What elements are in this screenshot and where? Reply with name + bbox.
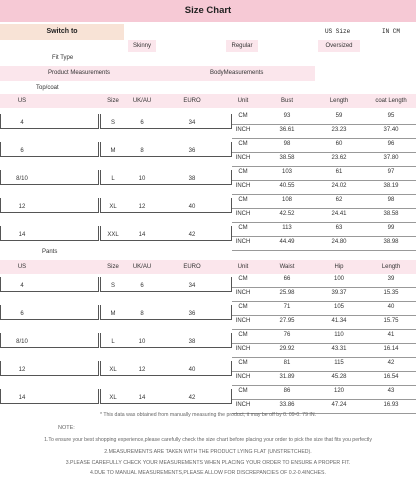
pants-cell-uk: 10 — [138, 339, 146, 345]
pants-cell-us: 6 — [20, 311, 24, 317]
tab-product-measurements[interactable]: Product Measurements — [48, 70, 111, 76]
top-cell-size: L — [111, 176, 115, 182]
pants-cell-cm: 43 — [387, 388, 395, 394]
top-cell-inch: 38.19 — [383, 183, 399, 189]
pants-cell-inch: 41.34 — [331, 318, 347, 324]
top-cell-us: 4 — [20, 120, 24, 126]
top-cell-inch: 38.98 — [383, 239, 399, 245]
top-cell-inch: 37.40 — [383, 127, 399, 133]
pants-cell-cm: 105 — [333, 304, 344, 310]
top-cell-uk: 10 — [138, 176, 146, 182]
top-cell-inch: 24.80 — [331, 239, 347, 245]
top-header-us: US — [17, 98, 27, 104]
top-cell-cm: 97 — [387, 169, 395, 175]
pants-row-divider — [232, 343, 416, 344]
top-cell-euro: 34 — [188, 120, 196, 126]
pants-cell-euro: 42 — [188, 395, 196, 401]
top-cell-cm: 62 — [335, 197, 343, 203]
pants-cell-cm: 115 — [334, 360, 344, 366]
pants-cell-unit-inch: INCH — [235, 346, 251, 352]
top-cell-inch: 24.41 — [331, 211, 347, 217]
pants-cell-inch: 29.92 — [279, 346, 295, 352]
fit-option-regular[interactable]: Regular — [226, 40, 258, 52]
pants-cell-size: L — [111, 339, 115, 345]
top-cell-unit-inch: INCH — [235, 183, 251, 189]
top-header-unit: Unit — [237, 98, 249, 104]
top-cell-cm: 61 — [335, 169, 343, 175]
top-cell-size: M — [110, 148, 116, 154]
pants-cell-inch: 16.54 — [383, 374, 399, 380]
top-cell-us: 14 — [18, 232, 26, 238]
top-cell-cm: 98 — [283, 141, 291, 147]
pants-cell-size: XL — [109, 395, 117, 401]
fit-option-oversized[interactable]: Oversized — [318, 40, 360, 52]
top-cell-inch: 24.02 — [331, 183, 347, 189]
top-cell-size: XL — [109, 204, 117, 210]
pants-cell-size: S — [110, 283, 115, 289]
pants-header-m3: Length — [381, 264, 401, 270]
note-4: 4.DUE TO MANUAL MEASUREMENTS,PLEASE ALLOW FOR DISCREPANCIES OF 0.2-0.4INCHES. — [90, 470, 326, 476]
pants-cell-uk: 6 — [140, 283, 144, 289]
pants-cell-cm: 81 — [283, 360, 291, 366]
pants-cell-euro: 40 — [188, 367, 196, 373]
top-cell-unit-cm: CM — [238, 169, 248, 175]
top-cell-euro: 40 — [188, 204, 196, 210]
disclaimer-text: * This data was obtained from manually measuring the product, it may be off by 0. 09-0. 79 IN. — [99, 412, 317, 418]
pants-label: Pants — [42, 249, 58, 255]
note-2: 2.MEASUREMENTS ARE TAKEN WITH THE PRODUCT LYING FLAT (UNSTRETCHED). — [104, 449, 312, 455]
note-title: NOTE: — [58, 425, 75, 431]
top-cell-unit-inch: INCH — [235, 127, 251, 133]
note-1: 1.To ensure your best shopping experience,please carefully check the size chart before placing your order to pick the size that fits you perfectly — [44, 437, 372, 443]
top-cell-cm: 60 — [335, 141, 343, 147]
pants-cell-inch: 33.86 — [279, 402, 295, 408]
pants-row-divider — [232, 357, 416, 358]
top-coat-label: Top/coat — [36, 85, 59, 91]
pants-cell-euro: 36 — [188, 311, 196, 317]
pants-cell-cm: 120 — [333, 388, 344, 394]
size-chart-title: Size Chart — [0, 0, 416, 22]
top-row-divider — [232, 250, 416, 251]
pants-cell-uk: 8 — [140, 311, 144, 317]
pants-cell-cm: 40 — [387, 304, 395, 310]
top-cell-uk: 14 — [138, 232, 146, 238]
top-cell-unit-cm: CM — [238, 113, 248, 119]
top-cell-inch: 38.58 — [383, 211, 399, 217]
top-header-uk-au: UK/AU — [132, 98, 152, 104]
pants-cell-us: 8/10 — [16, 339, 28, 345]
pants-cell-cm: 100 — [333, 276, 344, 282]
top-row-divider — [232, 208, 416, 209]
pants-row-divider — [232, 287, 416, 288]
unit-option-in-cm[interactable]: IN CM — [382, 28, 401, 35]
pants-cell-inch: 16.93 — [383, 402, 399, 408]
tab-body-measurements[interactable]: BodyMeasurements — [210, 70, 264, 76]
pants-cell-unit-cm: CM — [238, 332, 248, 338]
pants-cell-unit-cm: CM — [238, 304, 248, 310]
pants-cell-uk: 12 — [138, 367, 146, 373]
top-cell-unit-cm: CM — [238, 141, 248, 147]
top-header-m1: Bust — [280, 98, 293, 104]
top-cell-cm: 113 — [282, 225, 292, 231]
top-row-divider — [232, 124, 416, 125]
top-cell-uk: 6 — [140, 120, 144, 126]
pants-row-divider — [232, 315, 416, 316]
top-cell-uk: 8 — [140, 148, 144, 154]
pants-cell-unit-inch: INCH — [235, 318, 251, 324]
top-cell-cm: 98 — [387, 197, 395, 203]
top-row-divider — [232, 194, 416, 195]
unit-option-us-size[interactable]: US Size — [325, 28, 351, 35]
pants-cell-inch: 27.95 — [279, 318, 295, 324]
pants-cell-inch: 47.24 — [331, 402, 347, 408]
top-cell-cm: 63 — [335, 225, 343, 231]
top-cell-cm: 103 — [281, 169, 292, 175]
pants-cell-euro: 34 — [188, 283, 196, 289]
top-cell-inch: 42.52 — [279, 211, 295, 217]
fit-option-skinny[interactable]: Skinny — [128, 40, 156, 52]
top-cell-inch: 23.62 — [331, 155, 347, 161]
pants-header-uk-au: UK/AU — [132, 264, 152, 270]
pants-row-divider — [232, 329, 416, 330]
pants-cell-inch: 43.31 — [331, 346, 347, 352]
pants-cell-inch: 16.14 — [383, 346, 399, 352]
pants-cell-us: 4 — [20, 283, 24, 289]
pants-cell-uk: 14 — [138, 395, 146, 401]
top-cell-us: 6 — [20, 148, 24, 154]
pants-cell-unit-cm: CM — [238, 388, 248, 394]
pants-row-divider — [232, 371, 416, 372]
pants-cell-euro: 38 — [188, 339, 196, 345]
pants-header-us: US — [17, 264, 27, 270]
top-cell-euro: 42 — [188, 232, 196, 238]
top-cell-inch: 44.49 — [279, 239, 295, 245]
top-cell-uk: 12 — [138, 204, 146, 210]
top-row-divider — [232, 152, 416, 153]
pants-cell-inch: 31.89 — [279, 374, 295, 380]
pants-cell-size: M — [110, 311, 116, 317]
top-cell-unit-cm: CM — [238, 197, 248, 203]
top-row-divider — [232, 180, 416, 181]
pants-cell-cm: 71 — [283, 304, 291, 310]
pants-cell-inch: 45.28 — [331, 374, 347, 380]
top-cell-size: XXL — [107, 232, 119, 238]
top-cell-inch: 38.58 — [279, 155, 295, 161]
pants-cell-unit-inch: INCH — [235, 290, 251, 296]
pants-cell-inch: 39.37 — [331, 290, 347, 296]
pants-cell-cm: 39 — [387, 276, 395, 282]
top-cell-unit-cm: CM — [238, 225, 248, 231]
top-cell-inch: 23.23 — [331, 127, 347, 133]
pants-cell-unit-cm: CM — [238, 276, 248, 282]
top-cell-euro: 36 — [188, 148, 196, 154]
pants-cell-inch: 15.35 — [383, 290, 399, 296]
pants-header-m2: Hip — [334, 264, 344, 270]
top-cell-inch: 36.61 — [279, 127, 295, 133]
top-cell-cm: 59 — [335, 113, 343, 119]
top-row-divider — [232, 222, 416, 223]
top-cell-euro: 38 — [188, 176, 196, 182]
top-cell-cm: 93 — [283, 113, 291, 119]
top-cell-unit-inch: INCH — [235, 211, 251, 217]
pants-cell-unit-cm: CM — [238, 360, 248, 366]
pants-header-euro: EURO — [183, 264, 201, 270]
top-cell-unit-inch: INCH — [235, 239, 251, 245]
pants-row-divider — [232, 385, 416, 386]
top-cell-cm: 96 — [387, 141, 395, 147]
fit-type-label: Fit Type — [52, 55, 74, 61]
top-cell-cm: 108 — [281, 197, 292, 203]
pants-cell-cm: 76 — [283, 332, 291, 338]
pants-row-divider — [232, 399, 416, 400]
top-cell-cm: 99 — [387, 225, 395, 231]
top-cell-us: 12 — [18, 204, 26, 210]
pants-cell-unit-inch: INCH — [235, 402, 251, 408]
top-cell-inch: 40.55 — [279, 183, 295, 189]
pants-cell-us: 14 — [18, 395, 26, 401]
pants-header-m1: Waist — [279, 264, 295, 270]
top-header-m3: coat Length — [375, 98, 407, 104]
top-row-divider — [232, 236, 416, 237]
top-header-euro: EURO — [183, 98, 201, 104]
top-cell-inch: 37.80 — [383, 155, 399, 161]
top-header-size: Size — [107, 98, 119, 104]
switch-to-label: Switch to — [0, 24, 124, 40]
top-cell-cm: 95 — [387, 113, 395, 119]
pants-cell-cm: 42 — [387, 360, 395, 366]
pants-header-size: Size — [107, 264, 119, 270]
pants-header-unit: Unit — [237, 264, 249, 270]
top-cell-size: S — [110, 120, 115, 126]
pants-row-divider — [232, 301, 416, 302]
pants-cell-inch: 15.75 — [383, 318, 399, 324]
top-header-m2: Length — [329, 98, 349, 104]
top-row-divider — [232, 138, 416, 139]
pants-cell-size: XL — [109, 367, 117, 373]
note-3: 3.PLEASE CAREFULLY CHECK YOUR MEASUREMENTS WHEN PLACING YOUR ORDER TO ENSURE A PROPER FIT. — [65, 460, 351, 466]
pants-cell-inch: 25.98 — [279, 290, 295, 296]
top-cell-unit-inch: INCH — [235, 155, 251, 161]
pants-cell-cm: 86 — [283, 388, 291, 394]
top-cell-us: 8/10 — [16, 176, 28, 182]
pants-cell-unit-inch: INCH — [235, 374, 251, 380]
top-row-divider — [232, 166, 416, 167]
pants-cell-us: 12 — [18, 367, 26, 373]
pants-cell-cm: 66 — [283, 276, 291, 282]
pants-cell-cm: 110 — [334, 332, 344, 338]
pants-cell-cm: 41 — [387, 332, 395, 338]
